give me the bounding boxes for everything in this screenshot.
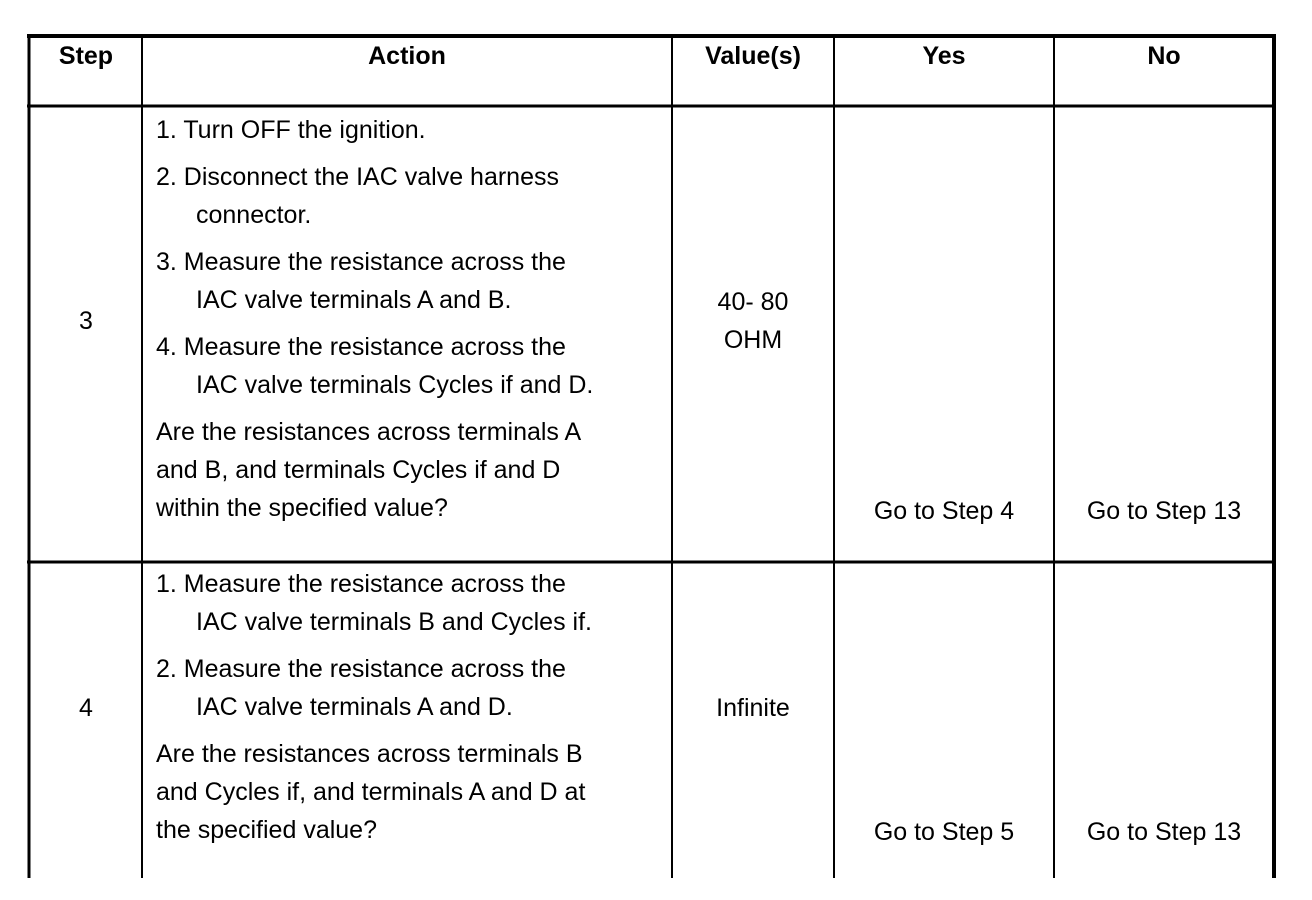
value-line: OHM xyxy=(723,326,783,354)
value-line: 40- 80 xyxy=(717,288,789,316)
value-cell xyxy=(672,689,834,727)
action-line: 4. Measure the resistance across the xyxy=(156,333,566,361)
action-question: and Cycles if, and terminals A and D at xyxy=(156,778,586,806)
no-link[interactable]: Go to Step 13 xyxy=(1086,497,1242,525)
action-cell xyxy=(156,111,666,527)
action-question: and B, and terminals Cycles if and D xyxy=(156,456,561,484)
header-values: Value(s) xyxy=(705,42,801,70)
action-line: IAC valve terminals A and D. xyxy=(196,693,513,721)
value-line: Infinite xyxy=(716,694,790,722)
action-question: Are the resistances across terminals B xyxy=(156,740,583,768)
header-step: Step xyxy=(58,42,114,70)
action-line: IAC valve terminals A and B. xyxy=(196,286,512,314)
action-line: IAC valve terminals Cycles if and D. xyxy=(196,371,594,399)
header-yes: Yes xyxy=(922,42,966,70)
step-number: 3 xyxy=(79,307,93,335)
yes-link[interactable]: Go to Step 5 xyxy=(873,818,1015,846)
yes-link[interactable]: Go to Step 4 xyxy=(873,497,1015,525)
action-line: 2. Disconnect the IAC valve harness xyxy=(156,163,559,191)
value-cell xyxy=(672,283,834,359)
action-question: the specified value? xyxy=(156,816,377,844)
step-number: 4 xyxy=(79,694,93,722)
action-line: IAC valve terminals B and Cycles if. xyxy=(196,608,592,636)
no-link[interactable]: Go to Step 13 xyxy=(1086,818,1242,846)
action-cell xyxy=(156,565,666,849)
action-line: 1. Measure the resistance across the xyxy=(156,570,566,598)
action-question: Are the resistances across terminals A xyxy=(156,418,582,446)
action-line: connector. xyxy=(196,201,312,229)
action-line: 2. Measure the resistance across the xyxy=(156,655,566,683)
action-line: 3. Measure the resistance across the xyxy=(156,248,566,276)
header-action: Action xyxy=(368,42,446,70)
action-line: 1. Turn OFF the ignition. xyxy=(156,116,426,144)
header-no: No xyxy=(1147,42,1181,70)
action-question: within the specified value? xyxy=(156,494,448,522)
